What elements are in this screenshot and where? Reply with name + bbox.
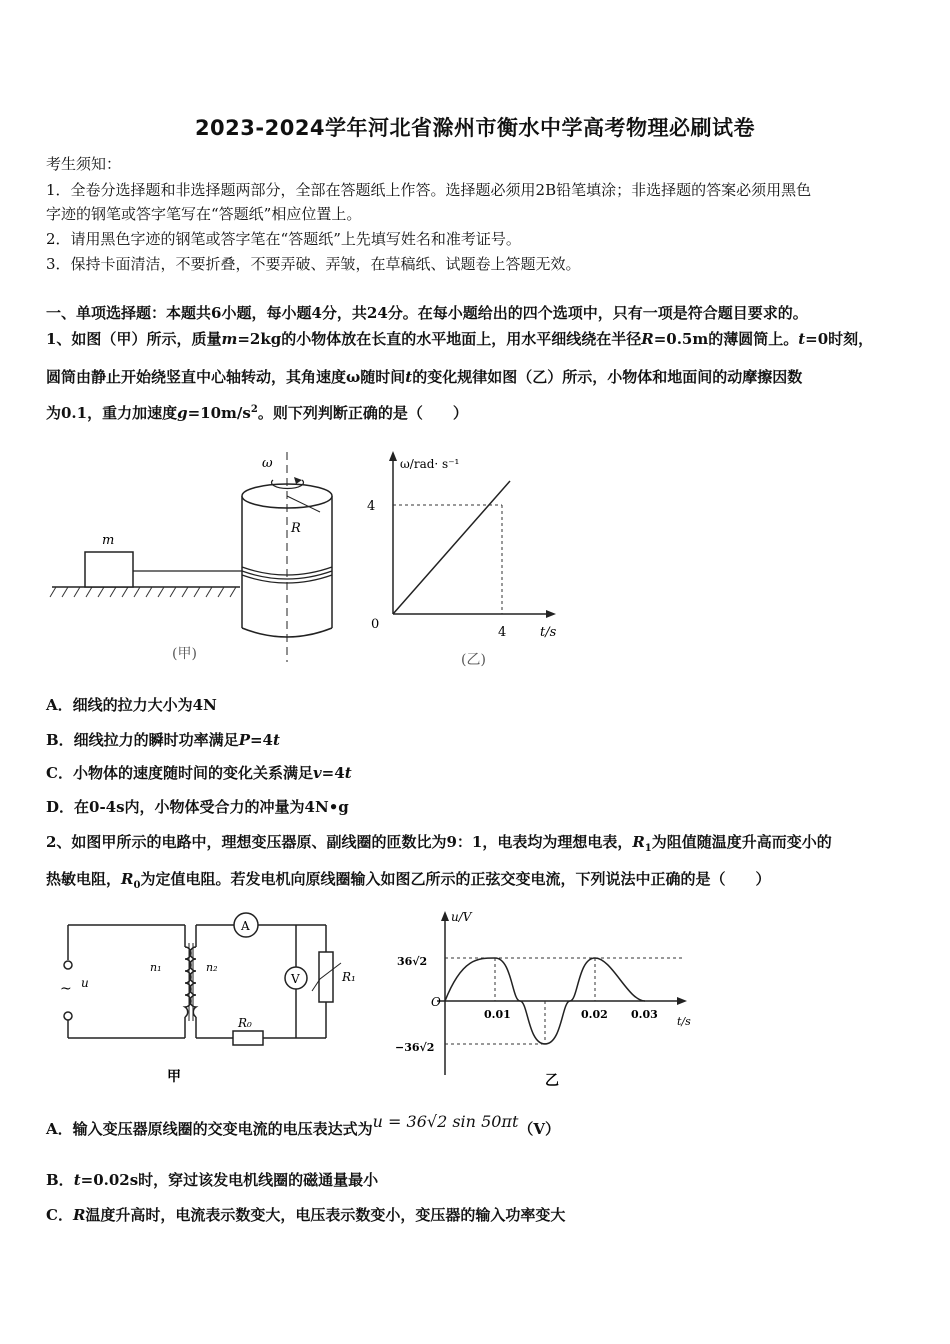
origin-o-label: O [431, 995, 441, 1009]
x-tick-label: 4 [498, 625, 507, 640]
q1-figure-a [40, 450, 370, 670]
q2-stem-line-1: 2、如图甲所示的电路中，理想变压器原、副线圈的匝数比为9：1，电表均为理想电表，$R_1$为阻值随温度升高而变小的 [46, 833, 832, 854]
q1-option-a: A．细线的拉力大小为4N [46, 696, 217, 714]
t-axis-label: t/s [677, 1015, 691, 1028]
source-terminal-bottom [64, 1012, 72, 1020]
notice-line-4: 3．保持卡面清洁，不要折叠，不要弄破、弄皱，在草稿纸、试题卷上答题无效。 [46, 255, 581, 273]
origin-label: 0 [371, 617, 380, 632]
q1-figure-b [360, 448, 580, 673]
source-label: u [81, 976, 89, 990]
q2-circuit-figure [50, 905, 370, 1090]
q1-stem-line-3: 为0.1，重力加速度$g=10m/s^2$。则下列判断正确的是（ ） [46, 404, 468, 422]
y-axis-label: ω/rad· s⁻¹ [400, 457, 460, 471]
q1-option-d: D．在0-4s内，小物体受合力的冲量为4N•g [46, 798, 349, 816]
notice-heading: 考生须知： [46, 155, 122, 173]
y-tick-label: 4 [367, 499, 376, 514]
wave-caption: 乙 [545, 1073, 559, 1089]
page-title: 2023-2024学年河北省滁州市衡水中学高考物理必刷试卷 [194, 116, 756, 140]
notice-line-2: 字迹的钢笔或答字笔写在“答题纸”相应位置上。 [46, 205, 362, 223]
q1-stem-line-1: 1、如图（甲）所示，质量m=2kg的小物体放在长直的水平地面上，用水平细线绕在半径R=0.5m的薄圆筒上。t=0时刻， [46, 330, 874, 348]
svg-text:V: V [291, 972, 300, 986]
n2-label: n₂ [206, 961, 218, 974]
q2-option-b: B．t=0.02s时，穿过该发电机线圈的磁通量最小 [46, 1171, 379, 1189]
q1-option-c: C．小物体的速度随时间的变化关系满足v=4t [46, 764, 352, 782]
resistor-r0 [233, 1031, 263, 1045]
svg-text:~: ~ [60, 981, 72, 997]
svg-text:R₁: R₁ [342, 970, 356, 984]
circuit-caption: 甲 [167, 1069, 181, 1085]
q2-wave-figure [395, 905, 700, 1090]
u-axis-label: u/V [451, 910, 472, 924]
voltage-formula: u = 36√2 sin 50πt [372, 1112, 519, 1131]
tick-001: 0.01 [484, 1008, 511, 1021]
notice-line-3: 2．请用黑色字迹的钢笔或答字笔在“答题纸”上先填写姓名和准考证号。 [46, 230, 521, 248]
source-terminal-top [64, 961, 72, 969]
radius-label: R [291, 521, 301, 536]
negative-peak-label: −36√2 [395, 1041, 435, 1054]
q1-stem-line-2: 圆筒由静止开始绕竖直中心轴转动，其角速度ω随时间t的变化规律如图（乙）所示，小物体和地面间的动摩擦因数 [46, 368, 803, 386]
fig-caption-jia: (甲) [172, 646, 197, 662]
n1-label: n₁ [150, 961, 162, 974]
tick-002: 0.02 [581, 1008, 608, 1021]
omega-label: ω [262, 456, 273, 471]
positive-peak-label: 36√2 [397, 955, 428, 968]
svg-text:R₀: R₀ [238, 1016, 252, 1030]
section-heading: 一、单项选择题：本题共6小题，每小题4分，共24分。在每小题给出的四个选项中，只有一项是符合题目要求的。 [46, 304, 808, 322]
q2-stem-line-2: 热敏电阻，$R_0$为定值电阻。若发电机向原线圈输入如图乙所示的正弦交变电流，下列说法中正确的是（ ） [46, 870, 771, 891]
x-axis-label: t/s [540, 625, 557, 640]
small-block [85, 552, 133, 587]
thermistor-r1 [319, 952, 333, 1002]
fig-caption-yi: (乙) [461, 652, 486, 668]
q2-option-a: A．输入变压器原线圈的交变电流的电压表达式为u = 36√2 sin 50πt（V） [46, 1112, 561, 1138]
tick-003: 0.03 [631, 1008, 658, 1021]
notice-line-1: 1．全卷分选择题和非选择题两部分，全部在答题纸上作答。选择题必须用2B铅笔填涂；非选择题的答案必须用黑色 [46, 181, 812, 199]
svg-text:A: A [241, 919, 250, 933]
omega-t-line [393, 481, 510, 614]
q2-option-c: C．R温度升高时，电流表示数变大，电压表示数变小，变压器的输入功率变大 [46, 1206, 566, 1224]
mass-label: m [102, 533, 115, 548]
q1-option-b: B．细线拉力的瞬时功率满足P=4t [46, 731, 280, 749]
